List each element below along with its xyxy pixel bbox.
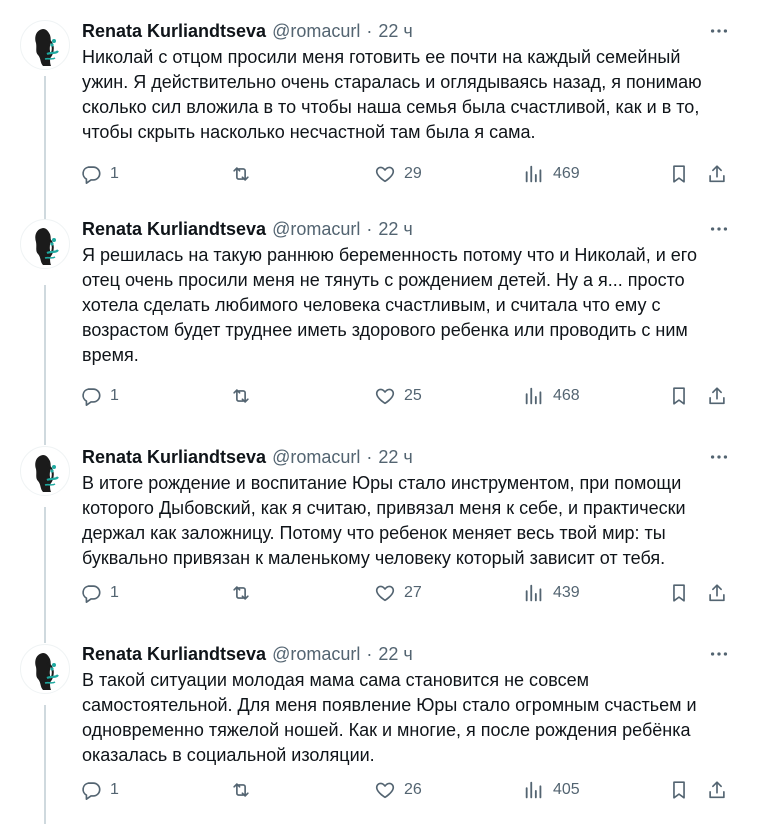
tweet-time[interactable]: 22 ч	[378, 20, 413, 41]
bookmark-icon	[668, 582, 690, 604]
thread-connector-line	[44, 431, 46, 445]
reply-count: 1	[110, 781, 119, 798]
tweet-header	[82, 446, 413, 468]
author-handle[interactable]: @romacurl	[272, 20, 361, 41]
tweet-text-line: самостоятельной. Для меня появление Юры стало огромным счастьем и	[82, 695, 697, 715]
separator-dot: ·	[366, 20, 373, 41]
reply-icon	[80, 163, 102, 185]
avatar[interactable]	[20, 446, 70, 496]
tweet-text	[82, 471, 742, 571]
tweet-text-line: которого Дыбовский, как я считаю, привязал меня к себе, и практически	[82, 498, 686, 518]
thread-connector-line	[44, 285, 46, 431]
more-horizontal-icon	[708, 643, 730, 665]
more-options-button[interactable]	[705, 643, 733, 665]
avatar[interactable]	[20, 219, 70, 269]
reply-icon	[80, 582, 102, 604]
view-count: 468	[553, 387, 580, 404]
tweet-header	[82, 643, 413, 665]
author-name[interactable]: Renata Kurliandtseva	[82, 20, 267, 41]
tweet-text-line: сколько сил вложила в то чтобы наша семья была счастливой, как и в то,	[82, 97, 700, 117]
tweet-text-line: возрастом будет труднее иметь здорового ребенка или проводить с ним	[82, 320, 688, 340]
thread-connector-line	[44, 507, 46, 627]
thread-connector-line	[44, 705, 46, 824]
tweet-text-line: время.	[82, 345, 139, 365]
more-horizontal-icon	[708, 446, 730, 468]
tweet-text-line: В итоге рождение и воспитание Юры стало инструментом, при помощи	[82, 473, 682, 493]
tweet-text	[82, 45, 742, 145]
tweet-text	[82, 668, 742, 768]
heart-icon	[374, 582, 396, 604]
view-count: 439	[553, 584, 580, 601]
share-button[interactable]	[706, 580, 728, 606]
avatar-illustration-icon	[21, 645, 69, 693]
views-button[interactable]	[523, 580, 580, 606]
like-count: 27	[404, 584, 422, 601]
avatar[interactable]	[20, 20, 70, 70]
heart-icon	[374, 779, 396, 801]
author-handle[interactable]: @romacurl	[272, 643, 361, 664]
avatar-illustration-icon	[21, 21, 69, 69]
author-name[interactable]: Renata Kurliandtseva	[82, 218, 267, 239]
retweet-button[interactable]	[230, 580, 260, 606]
author-name[interactable]: Renata Kurliandtseva	[82, 446, 267, 467]
more-horizontal-icon	[708, 218, 730, 240]
tweet-text-line: ужин. Я действительно очень старалась и оглядываясь назад, я понимаю	[82, 72, 702, 92]
heart-icon	[374, 385, 396, 407]
tweet-text-line: Я решилась на такую раннюю беременность потому что и Николай, и его	[82, 245, 697, 265]
like-count: 25	[404, 387, 422, 404]
avatar-illustration-icon	[21, 220, 69, 268]
reply-count: 1	[110, 387, 119, 404]
tweet-header	[82, 218, 413, 240]
bookmark-icon	[668, 385, 690, 407]
more-options-button[interactable]	[705, 446, 733, 468]
tweet-time[interactable]: 22 ч	[378, 218, 413, 239]
tweet-text-line: Николай с отцом просили меня готовить ее почти на каждый семейный	[82, 47, 681, 67]
share-icon	[706, 163, 728, 185]
share-icon	[706, 385, 728, 407]
views-chart-icon	[523, 582, 545, 604]
share-button[interactable]	[706, 383, 728, 409]
share-button[interactable]	[706, 777, 728, 803]
author-name[interactable]: Renata Kurliandtseva	[82, 643, 267, 664]
views-chart-icon	[523, 385, 545, 407]
bookmark-button[interactable]	[668, 777, 690, 803]
bookmark-button[interactable]	[668, 383, 690, 409]
views-button[interactable]	[523, 383, 580, 409]
reply-count: 1	[110, 165, 119, 182]
tweet-actions	[80, 383, 740, 409]
share-icon	[706, 779, 728, 801]
tweet-text-line: одновременно тяжелой ношей. Как и многие, я после рождения ребёнка	[82, 720, 691, 740]
tweet-text-line: отец очень просили меня не тянуть с рождением детей. Ну а я... просто	[82, 270, 685, 290]
tweet-actions	[80, 777, 740, 803]
retweet-icon	[230, 779, 252, 801]
tweet-text	[82, 243, 742, 368]
like-count: 29	[404, 165, 422, 182]
bookmark-button[interactable]	[668, 580, 690, 606]
reply-button[interactable]	[80, 383, 119, 409]
separator-dot: ·	[366, 643, 373, 664]
tweet-text-line: оказалась в социальной изоляции.	[82, 745, 375, 765]
tweet[interactable]	[0, 431, 760, 627]
tweet-actions	[80, 580, 740, 606]
more-options-button[interactable]	[705, 20, 733, 42]
like-button[interactable]	[374, 580, 422, 606]
bookmark-icon	[668, 163, 690, 185]
retweet-button[interactable]	[230, 161, 260, 187]
tweet-text-line: держал как заложницу. Потому что ребенок меняет весь твой мир: ты	[82, 523, 666, 543]
retweet-icon	[230, 163, 252, 185]
avatar[interactable]	[20, 644, 70, 694]
retweet-icon	[230, 385, 252, 407]
tweet[interactable]	[0, 627, 760, 824]
reply-count: 1	[110, 584, 119, 601]
thread-connector-line	[44, 627, 46, 643]
views-button[interactable]	[523, 161, 580, 187]
share-icon	[706, 582, 728, 604]
heart-icon	[374, 163, 396, 185]
like-button[interactable]	[374, 777, 422, 803]
more-options-button[interactable]	[705, 218, 733, 240]
views-chart-icon	[523, 163, 545, 185]
reply-button[interactable]	[80, 161, 119, 187]
bookmark-icon	[668, 779, 690, 801]
reply-button[interactable]	[80, 777, 119, 803]
tweet-text-line: хотела сделать любимого человека счастливым, и считала что ему с	[82, 295, 661, 315]
author-handle[interactable]: @romacurl	[272, 446, 361, 467]
avatar-illustration-icon	[21, 447, 69, 495]
tweet-time[interactable]: 22 ч	[378, 446, 413, 467]
like-count: 26	[404, 781, 422, 798]
reply-icon	[80, 385, 102, 407]
separator-dot: ·	[366, 218, 373, 239]
like-button[interactable]	[374, 161, 422, 187]
tweet-text-line: В такой ситуации молодая мама сама становится не совсем	[82, 670, 589, 690]
reply-button[interactable]	[80, 580, 119, 606]
like-button[interactable]	[374, 383, 422, 409]
view-count: 469	[553, 165, 580, 182]
tweet-actions	[80, 161, 740, 187]
author-handle[interactable]: @romacurl	[272, 218, 361, 239]
thread-connector-line	[44, 76, 46, 209]
retweet-button[interactable]	[230, 777, 260, 803]
tweet-text-line: буквально привязан к маленькому человеку который зависит от тебя.	[82, 548, 666, 568]
retweet-icon	[230, 582, 252, 604]
retweet-button[interactable]	[230, 383, 260, 409]
tweet[interactable]	[0, 0, 760, 209]
views-button[interactable]	[523, 777, 580, 803]
share-button[interactable]	[706, 161, 728, 187]
tweet[interactable]	[0, 209, 760, 431]
separator-dot: ·	[366, 446, 373, 467]
reply-icon	[80, 779, 102, 801]
view-count: 405	[553, 781, 580, 798]
more-horizontal-icon	[708, 20, 730, 42]
tweet-time[interactable]: 22 ч	[378, 643, 413, 664]
bookmark-button[interactable]	[668, 161, 690, 187]
tweet-header	[82, 20, 413, 42]
views-chart-icon	[523, 779, 545, 801]
tweet-text-line: чтобы скрыть насколько несчастной там была я сама.	[82, 122, 536, 142]
